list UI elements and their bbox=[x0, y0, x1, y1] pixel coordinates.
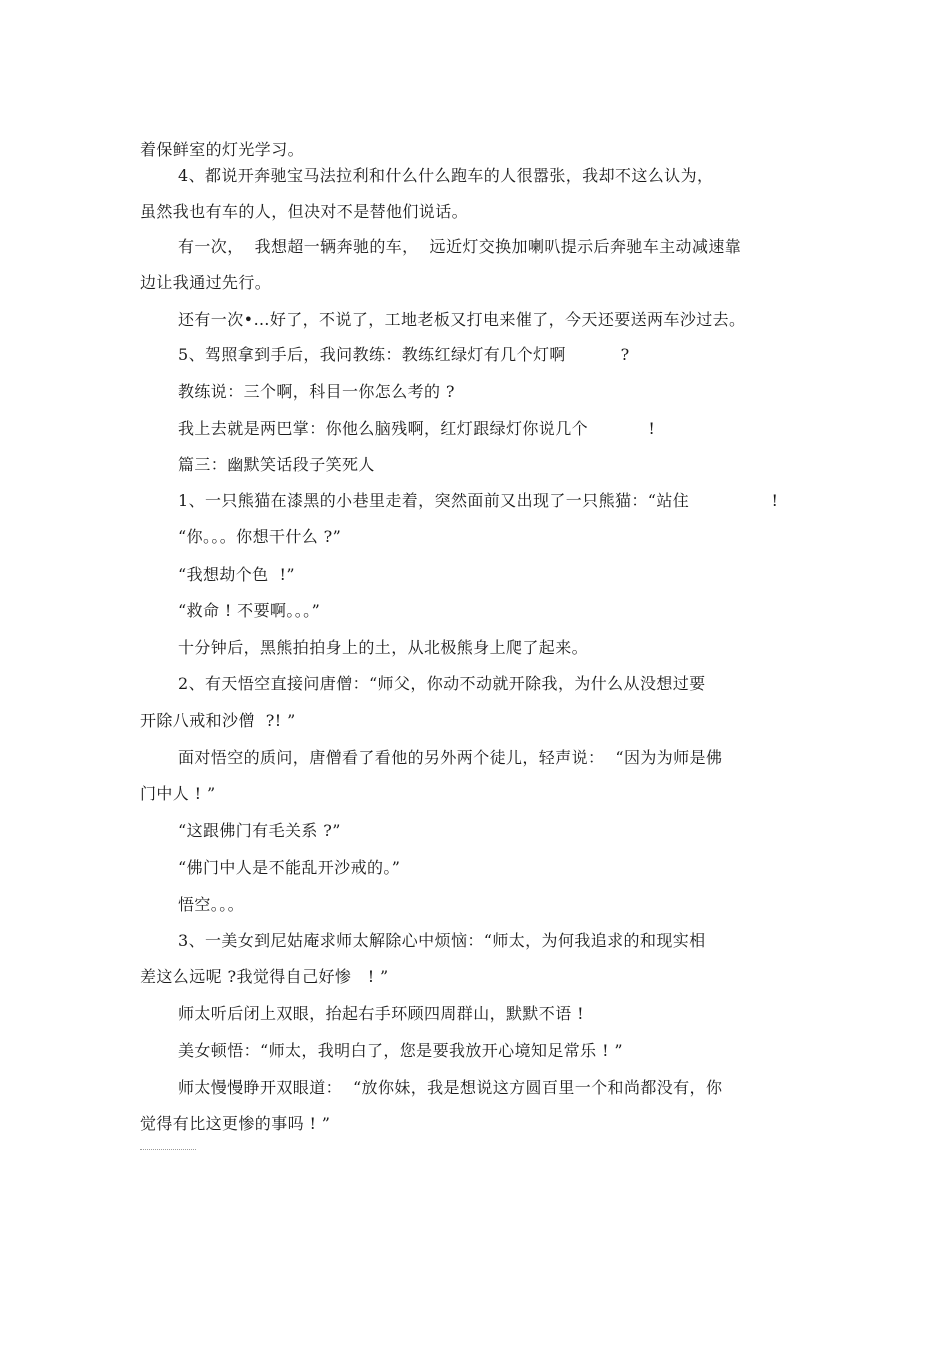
text-line: “我想劫个色 !” bbox=[178, 565, 295, 584]
text-line: 悟空。。。 bbox=[178, 895, 245, 914]
text-line: 面对悟空的质问，唐僧看了看他的另外两个徒儿，轻声说： “因为为师是佛 bbox=[178, 748, 723, 767]
text-line: 3、一美女到尼姑庵求师太解除心中烦恼：“师太，为何我追求的和现实相 bbox=[178, 931, 706, 950]
text-line: 虽然我也有车的人，但决对不是替他们说话。 bbox=[140, 202, 469, 221]
text-line: 我上去就是两巴掌：你他么脑残啊，红灯跟绿灯你说几个 ! bbox=[178, 419, 656, 438]
text-line: 4、都说开奔驰宝马法拉利和什么什么跑车的人很嚣张，我却不这么认为， bbox=[178, 166, 714, 185]
text-line: 门中人 ! ” bbox=[140, 784, 216, 803]
text-line: 觉得有比这更惨的事吗 ! ” bbox=[140, 1114, 331, 1133]
text-line: 师太听后闭上双眼，抬起右手环顾四周群山，默默不语 ! bbox=[178, 1004, 584, 1023]
text-line: 5、驾照拿到手后，我问教练：教练红绿灯有几个灯啊 ? bbox=[178, 345, 630, 364]
text-line: “这跟佛门有毛关系 ?” bbox=[178, 821, 341, 840]
text-line: 1、一只熊猫在漆黑的小巷里走着，突然面前又出现了一只熊猫：“站住 ! bbox=[178, 491, 779, 510]
text-line: “你。。。你想干什么 ?” bbox=[178, 527, 342, 546]
text-line: 开除八戒和沙僧 ?! ” bbox=[140, 711, 296, 730]
section-heading: 篇三：幽默笑话段子笑死人 bbox=[178, 455, 375, 474]
text-line: “佛门中人是不能乱开沙戒的。” bbox=[178, 858, 401, 877]
text-line: 着保鲜室的灯光学习。 bbox=[140, 140, 305, 159]
footer-rule bbox=[140, 1149, 196, 1150]
text-line: 十分钟后，黑熊拍拍身上的土，从北极熊身上爬了起来。 bbox=[178, 638, 589, 657]
text-line: 还有一次•…好了，不说了，工地老板又打电来催了，今天还要送两车沙过去。 bbox=[178, 310, 746, 329]
text-line: 2、有天悟空直接问唐僧：“师父，你动不动就开除我，为什么从没想过要 bbox=[178, 674, 706, 693]
text-line: 差这么远呢 ?我觉得自己好惨 ! ” bbox=[140, 967, 389, 986]
text-line: 美女顿悟：“师太，我明白了，您是要我放开心境知足常乐 ! ” bbox=[178, 1041, 623, 1060]
text-line: 有一次， 我想超一辆奔驰的车， 远近灯交换加喇叭提示后奔驰车主动减速靠 bbox=[178, 237, 742, 256]
text-line: “救命 ! 不要啊。。。” bbox=[178, 601, 321, 620]
text-line: 教练说：三个啊，科目一你怎么考的 ? bbox=[178, 382, 455, 401]
text-line: 师太慢慢睁开双眼道： “放你妹，我是想说这方圆百里一个和尚都没有，你 bbox=[178, 1078, 723, 1097]
text-line: 边让我通过先行。 bbox=[140, 273, 272, 292]
